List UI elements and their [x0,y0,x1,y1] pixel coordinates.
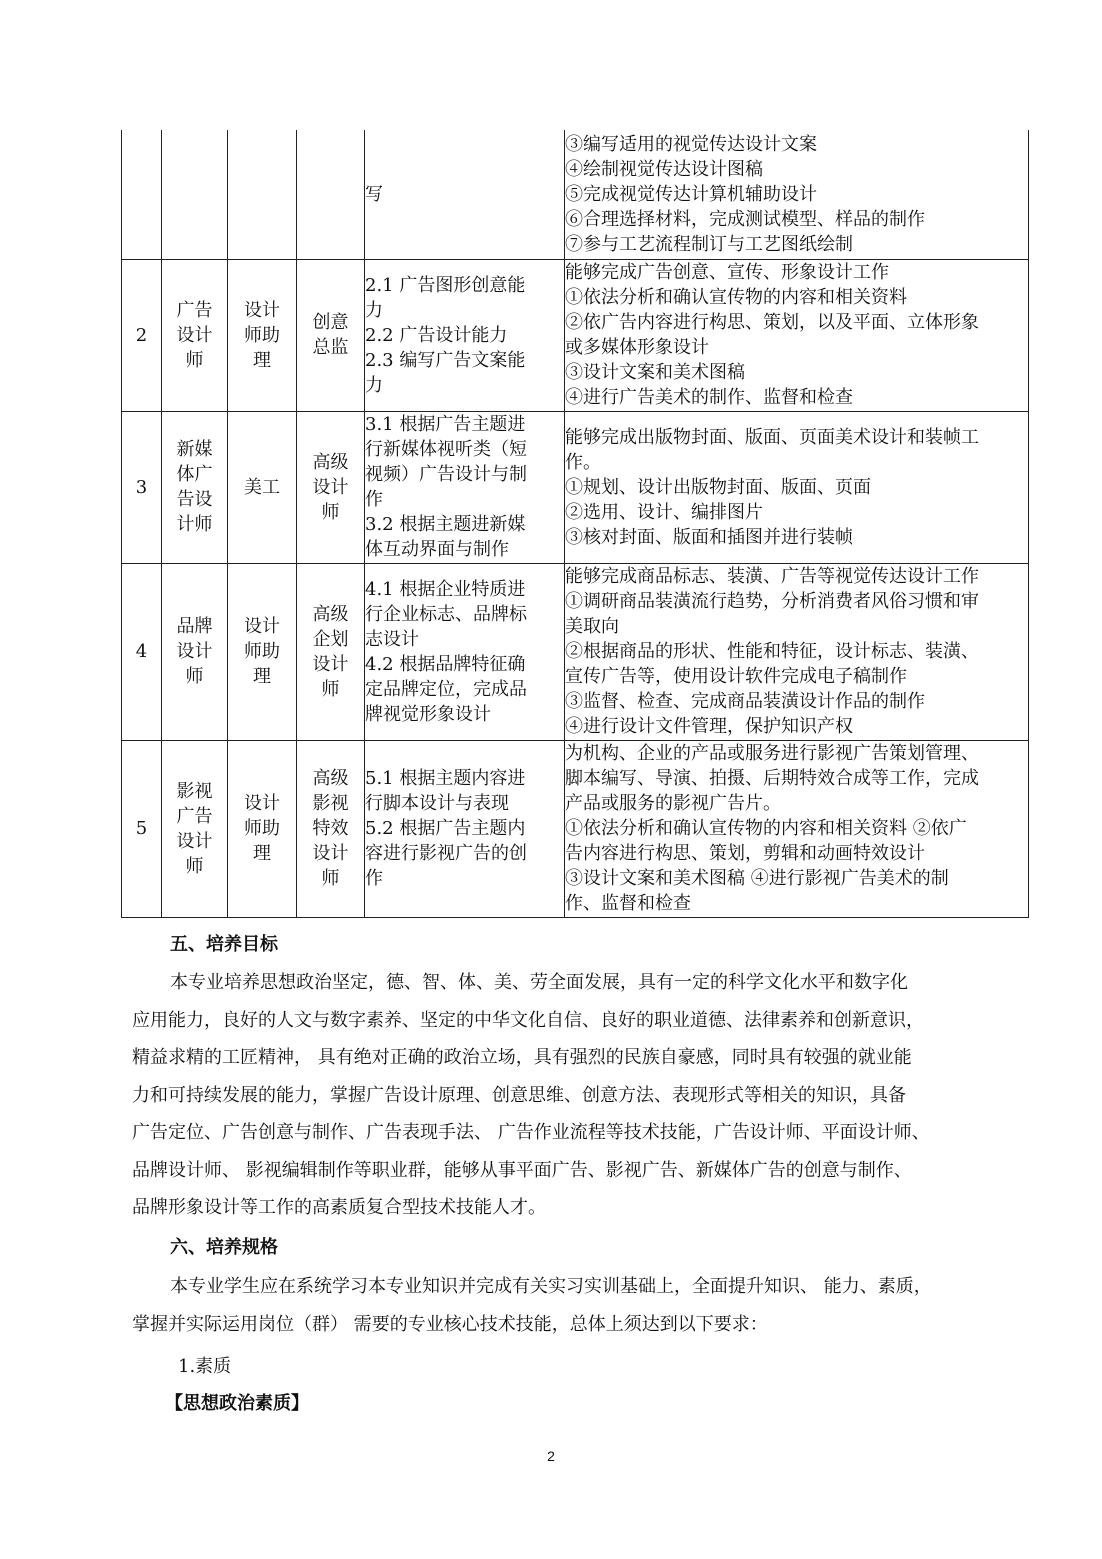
job-role [228,411,297,563]
task-cell-line: ③设计文案和美术图稿 [565,362,745,383]
sub-item-heading: 1.素质 [178,1356,232,1377]
task-cell-line: ③设计文案和美术图稿 ④进行影视广告美术的制 [565,868,949,889]
job-role-line: 师助 [244,818,280,839]
row-number: 5 [122,740,162,917]
task-cell [565,130,1029,259]
task-cell-line: ①规划、设计出版物封面、版面、页面 [565,476,871,498]
task-cell-line: 能够完成商品标志、装潢、广告等视觉传达设计工作 [565,566,979,587]
job-name-line: 新媒 [176,439,213,460]
task-cell-line: 为机构、企业的产品或服务进行影视广告策划管理、 [565,743,979,764]
ability-cell-line: 作 [365,489,383,510]
task-cell-line: 告内容进行构思、策划，剪辑和动画特效设计 [565,843,925,864]
job-level-line: 特效 [312,818,349,839]
ability-cell-line: 4.1 根据企业特质进 [365,578,526,600]
job-name-line: 师 [185,349,204,371]
job-name [162,411,228,563]
job-name-line: 告设 [176,489,213,510]
task-cell-line: 或多媒体形象设计 [565,337,709,358]
ability-cell-line: 2.2 广告设计能力 [365,324,508,346]
row-number [122,130,162,259]
task-cell-line: 脚本编写、导演、拍摄、后期特效合成等工作，完成 [565,768,979,789]
ability-cell-line: 体互动界面与制作 [365,539,509,560]
job-level [297,740,365,917]
job-role-line: 师助 [244,641,280,662]
job-role [228,563,297,740]
table-row [122,411,1029,563]
job-name-line: 品牌 [176,616,213,637]
job-level-line: 设计 [312,476,349,498]
bracket-heading: 【思想政治素质】 [165,1393,309,1414]
ability-cell-line: 3.1 根据广告主题进 [365,414,526,435]
paragraph-line: 本专业学生应在系统学习本专业知识并完成有关实习实训基础上，全面提升知识、 能力、素质， [170,1276,932,1297]
job-role-line: 美工 [244,476,280,498]
job-name-line: 计师 [176,514,213,535]
section-6-paragraph [132,1268,972,1343]
job-level-line: 设计 [312,843,349,864]
job-level-line: 设计 [312,653,349,675]
ability-cell-line: 视频）广告设计与制 [365,464,527,485]
paragraph-line: 精益求精的工匠精神， 具有绝对正确的政治立场，具有强烈的民族自豪感，同时具有较强的就业能 [132,1047,912,1068]
task-cell-line: ①依法分析和确认宣传物的内容和相关资料 ②依广 [565,818,967,839]
task-cell-line: 作。 [565,451,601,473]
task-cell-line: ②依广告内容进行构思、策划，以及平面、立体形象 [565,312,979,333]
task-cell [565,563,1029,740]
job-name-line: 设计 [176,324,213,346]
job-role-line: 理 [253,349,271,371]
table-row [122,563,1029,740]
ability-cell-line: 4.2 根据品牌特征确 [365,653,526,675]
section-6-heading: 六、培养规格 [170,1237,278,1258]
row-number: 4 [122,563,162,740]
table-row [122,259,1029,411]
ability-cell [365,259,565,411]
section-5-heading: 五、培养目标 [170,934,278,955]
task-cell-line: ④绘制视觉传达设计图稿 [565,158,763,180]
job-level [297,411,365,563]
job-name-line: 设计 [176,641,213,662]
task-cell-line: ④进行设计文件管理，保护知识产权 [565,716,853,737]
ability-cell-line: 牌视觉形象设计 [365,703,491,725]
ability-cell-line: 写 [365,183,383,205]
job-level-line: 影视 [312,793,349,814]
table-row [122,740,1029,917]
task-cell-line: ③编写适用的视觉传达设计文案 [565,133,817,155]
job-level-line: 企划 [312,628,349,650]
ability-cell [365,563,565,740]
job-name-line: 广告 [176,299,213,321]
ability-cell-line: 行脚本设计与表现 [365,793,509,814]
task-cell-line: ②根据商品的形状、性能和特征，设计标志、装潢、 [565,641,979,662]
task-cell-line: 能够完成广告创意、宣传、形象设计工作 [565,262,889,283]
job-name-line: 广告 [176,805,213,827]
job-role [228,740,297,917]
task-cell-line: ⑥合理选择材料，完成测试模型、样品的制作 [565,208,925,230]
task-cell-line: 产品或服务的影视广告片。 [565,793,781,814]
paragraph-line: 力和可持续发展的能力，掌握广告设计原理、创意思维、创意方法、表现形式等相关的知识，具备 [132,1084,906,1106]
job-name [162,130,228,259]
task-cell-line: ⑤完成视觉传达计算机辅助设计 [565,183,817,205]
job-level-line: 高级 [312,768,349,789]
job-level-line: 高级 [312,603,349,625]
ability-cell-line: 定品牌定位，完成品 [365,678,527,700]
task-cell-line: ③核对封面、版面和插图并进行装帧 [565,526,853,548]
job-role-line: 师助 [244,324,280,346]
task-cell-line: 能够完成出版物封面、版面、页面美术设计和装帧工 [565,426,979,448]
row-number: 2 [122,259,162,411]
job-level-line: 创意 [312,312,349,333]
task-cell-line: 美取向 [565,616,619,637]
job-table [121,130,1029,918]
job-level-line: 师 [321,868,340,889]
paragraph-line: 本专业培养思想政治坚定，德、智、体、美、劳全面发展，具有一定的科学文化水平和数字化 [170,972,908,993]
job-role [228,259,297,411]
table-row [122,130,1029,259]
ability-cell-line: 作 [365,868,383,889]
job-name-line: 设计 [176,830,213,852]
job-level-line: 高级 [312,451,349,473]
task-cell-line: ⑦参与工艺流程制订与工艺图纸绘制 [565,233,853,255]
job-role-line: 理 [253,843,271,864]
paragraph-line: 应用能力，良好的人文与数字素养、坚定的中华文化自信、良好的职业道德、法律素养和创新意识， [132,1009,924,1031]
job-role-line: 理 [253,666,271,687]
ability-cell [365,740,565,917]
page-number: 2 [547,1448,555,1464]
paragraph-line: 掌握并实际运用岗位（群） 需要的专业核心技术技能，总体上须达到以下要求： [132,1313,768,1335]
task-cell-line: ③监督、检查、完成商品装潢设计作品的制作 [565,691,925,712]
row-number: 3 [122,411,162,563]
job-name-line: 师 [185,666,204,687]
job-role [228,130,297,259]
job-role-line: 设计 [244,616,280,637]
ability-cell-line: 5.1 根据主题内容进 [365,768,526,789]
ability-cell-line: 行企业标志、品牌标 [365,603,527,625]
ability-cell-line: 5.2 根据广告主题内 [365,818,526,839]
job-name-line: 影视 [176,780,213,802]
job-level-line: 总监 [312,337,349,358]
task-cell-line: 作、监督和检查 [565,893,691,914]
ability-cell-line: 容进行影视广告的创 [365,843,527,864]
job-role-line: 设计 [244,299,280,321]
job-name [162,563,228,740]
task-cell [565,259,1029,411]
ability-cell-line: 3.2 根据主题进新媒 [365,514,526,535]
task-cell-line: 宣传广告等，使用设计软件完成电子稿制作 [565,666,907,687]
task-cell-line: ①调研商品装潢流行趋势，分析消费者风俗习惯和审 [565,591,979,612]
task-cell-line: ④进行广告美术的制作、监督和检查 [565,387,853,408]
job-name-line: 师 [185,855,204,877]
job-level-line: 师 [321,501,340,523]
ability-cell [365,130,565,259]
ability-cell [365,411,565,563]
job-level-line: 师 [321,678,340,700]
section-5-paragraph [132,964,972,1227]
ability-cell-line: 力 [365,374,383,396]
ability-cell-line: 行新媒体视听类（短 [365,439,527,460]
task-cell-line: ②选用、设计、编排图片 [565,501,763,523]
paragraph-line: 广告定位、广告创意与制作、广告表现手法、 广告作业流程等技术技能，广告设计师、平面设计师、 [132,1122,930,1143]
ability-cell-line: 力 [365,299,383,321]
job-level [297,563,365,740]
ability-cell-line: 2.3 编写广告文案能 [365,349,526,371]
task-cell [565,411,1029,563]
job-level [297,259,365,411]
job-name [162,259,228,411]
job-level [297,130,365,259]
task-cell [565,740,1029,917]
paragraph-line: 品牌形象设计等工作的高素质复合型技术技能人才。 [132,1197,546,1218]
ability-cell-line: 志设计 [365,628,419,650]
job-name-line: 体广 [176,464,213,485]
task-cell-line: ①依法分析和确认宣传物的内容和相关资料 [565,287,907,308]
ability-cell-line: 2.1 广告图形创意能 [365,274,526,296]
paragraph-line: 品牌设计师、 影视编辑制作等职业群，能够从事平面广告、影视广告、新媒体广告的创意与制作、 [132,1159,912,1181]
job-role-line: 设计 [244,793,280,814]
job-name [162,740,228,917]
